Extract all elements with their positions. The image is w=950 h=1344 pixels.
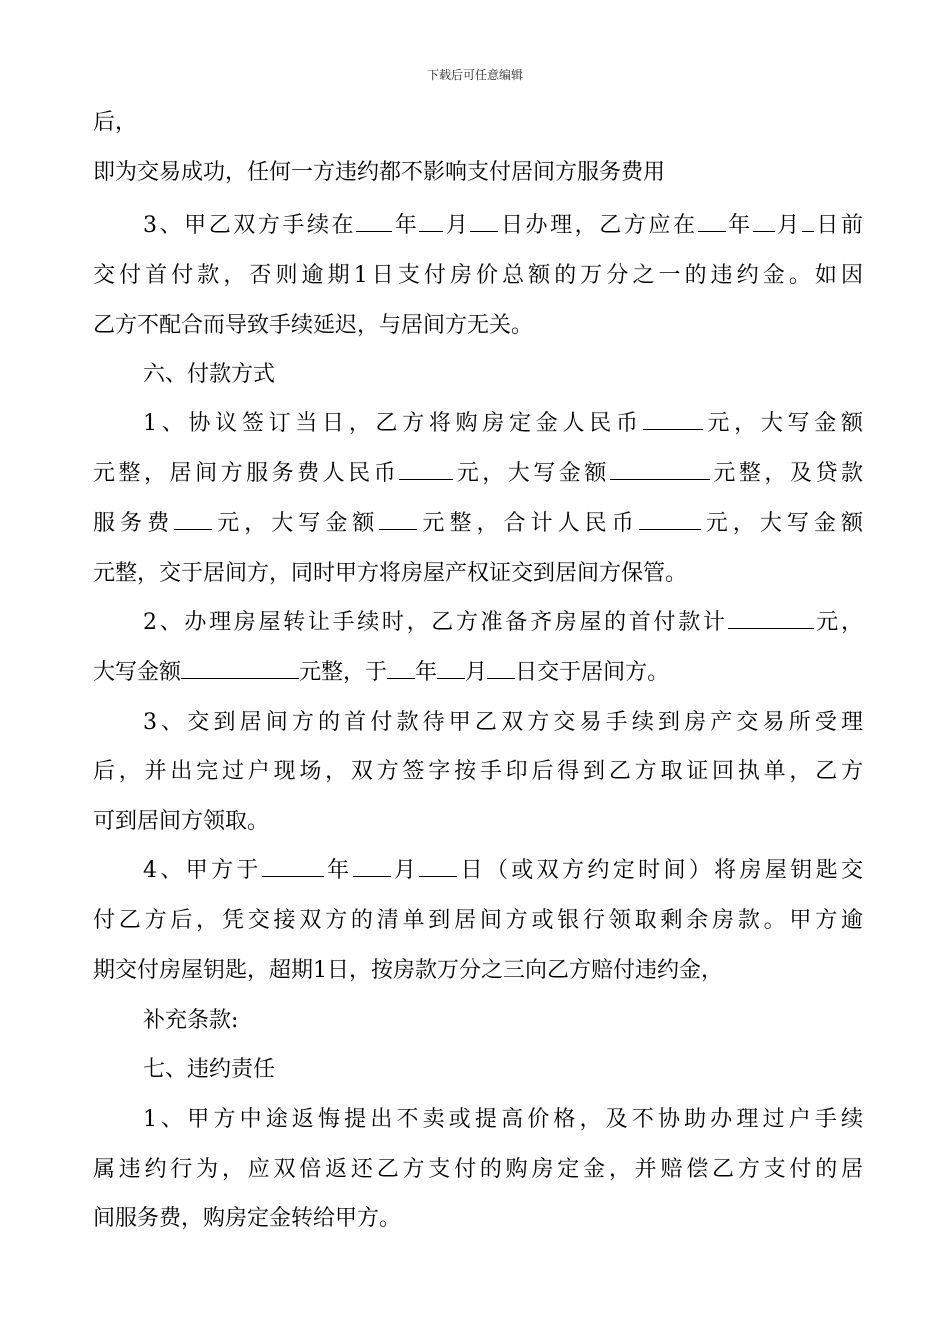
text-line: 元整，交于居间方，同时甲方将房屋产权证交到居间方保管。 — [93, 561, 688, 586]
fill-blank — [643, 409, 703, 430]
fill-blank — [353, 856, 391, 877]
fill-blank — [753, 211, 775, 232]
text-line: 1、甲方中途返悔提出不卖或提高价格，及不协助办理过户手续 — [143, 1107, 863, 1132]
text-line: 可到居间方领取。 — [93, 809, 270, 834]
fill-blank — [802, 211, 814, 232]
text-line: 即为交易成功，任何一方违约都不影响支付居间方服务费用 — [93, 160, 666, 185]
fill-blank — [419, 211, 443, 232]
text-line: 期交付房屋钥匙，超期1日，按房款万分之三向乙方赔付违约金， — [93, 958, 723, 983]
text-line: 补充条款: — [143, 1008, 239, 1033]
text-line: 交付首付款，否则逾期1日支付房价总额的万分之一的违约金。如因 — [93, 263, 863, 288]
text-line: 服务费 元，大写金额 元整，合计人民币 元，大写金额 — [93, 511, 863, 536]
page-header: 下载后可任意编辑 — [426, 68, 523, 82]
section-heading: 六、付款方式 — [143, 362, 276, 387]
text-line: 属违约行为，应双倍返还乙方支付的购房定金，并赔偿乙方支付的居 — [93, 1157, 863, 1182]
fill-blank — [437, 658, 465, 679]
fill-blank — [181, 658, 299, 679]
text-line: 乙方不配合而导致手续延迟，与居间方无关。 — [93, 313, 534, 338]
text-line: 间服务费，购房定金转给甲方。 — [93, 1206, 402, 1231]
fill-blank — [379, 509, 417, 530]
fill-blank — [470, 211, 498, 232]
text-line: 4、甲方于 年 月 日（或双方约定时间）将房屋钥匙交 — [143, 858, 863, 883]
fill-blank — [174, 509, 212, 530]
fill-blank — [639, 509, 701, 530]
text-line: 付乙方后，凭交接双方的清单到居间方或银行领取剩余房款。甲方逾 — [93, 908, 863, 933]
fill-blank — [399, 459, 453, 480]
fill-blank — [728, 608, 814, 629]
text-line: 1、协议签订当日，乙方将购房定金人民币 元，大写金额 — [143, 411, 863, 436]
fill-blank — [610, 459, 710, 480]
fill-blank — [419, 856, 457, 877]
text-line: 3、甲乙双方手续在 年 月 日办理，乙方应在 年 月 日前 — [143, 213, 863, 238]
fill-blank — [387, 658, 415, 679]
text-line: 3、交到居间方的首付款待甲乙双方交易手续到房产交易所受理 — [143, 710, 863, 735]
text-line: 后， — [93, 110, 138, 135]
text-line: 后，并出完过户现场，双方签字按手印后得到乙方取证回执单，乙方 — [93, 759, 863, 784]
text-line: 元整，居间方服务费人民币 元，大写金额 元整，及贷款 — [93, 461, 863, 486]
section-heading: 七、违约责任 — [143, 1057, 276, 1082]
text-line: 2、办理房屋转让手续时，乙方准备齐房屋的首付款计 元， — [143, 610, 863, 635]
text-line: 大写金额 元整，于 年 月 日交于居间方。 — [93, 660, 670, 685]
fill-blank — [487, 658, 515, 679]
fill-blank — [698, 211, 726, 232]
fill-blank — [262, 856, 324, 877]
fill-blank — [356, 211, 392, 232]
